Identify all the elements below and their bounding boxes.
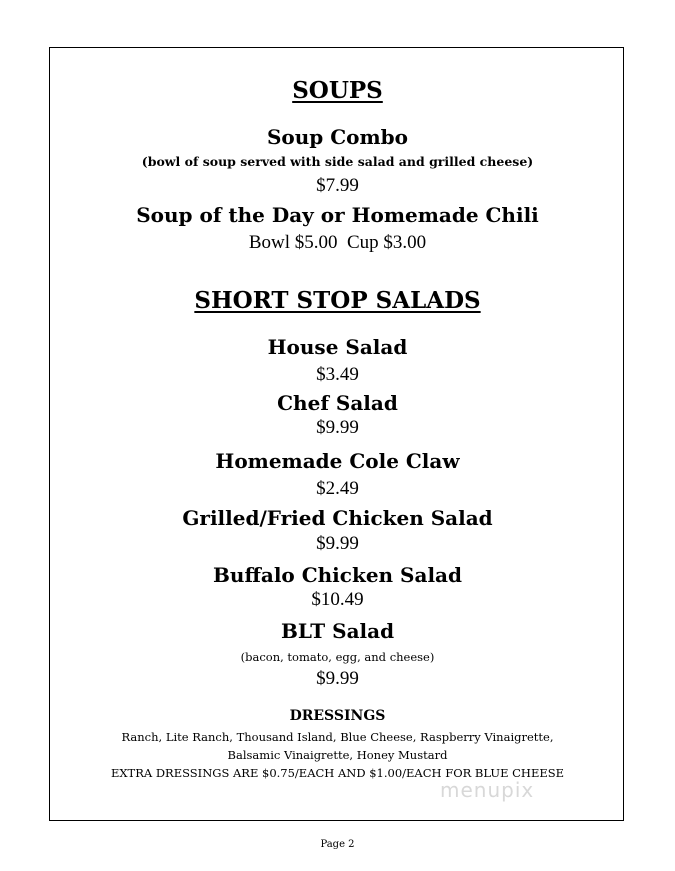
chef-salad-name: Chef Salad [277, 391, 398, 415]
buffalo-salad-name: Buffalo Chicken Salad [213, 563, 462, 587]
chicken-salad-price: $9.99 [316, 533, 359, 554]
blt-salad-description: (bacon, tomato, egg, and cheese) [240, 650, 435, 664]
cole-slaw-name: Homemade Cole Claw [215, 449, 460, 473]
soup-of-day-name: Soup of the Day or Homemade Chili [136, 203, 539, 227]
soup-combo-name: Soup Combo [266, 125, 408, 149]
cole-slaw-price: $2.49 [316, 478, 359, 499]
blt-salad-name: BLT Salad [280, 619, 395, 643]
salads-heading: SHORT STOP SALADS [194, 287, 481, 314]
watermark: menupix [440, 778, 535, 802]
house-salad-price: $3.49 [316, 364, 359, 385]
dressings-heading: DRESSINGS [289, 708, 386, 724]
buffalo-salad-price: $10.49 [311, 589, 364, 610]
chicken-salad-name: Grilled/Fried Chicken Salad [182, 506, 493, 530]
dressings-list-line1: Ranch, Lite Ranch, Thousand Island, Blue Cheese, Raspberry Vinaigrette, [121, 730, 554, 744]
house-salad-name: House Salad [267, 335, 408, 359]
blt-salad-price: $9.99 [316, 668, 359, 689]
soups-heading: SOUPS [292, 77, 383, 104]
extra-dressings-note: EXTRA DRESSINGS ARE $0.75/EACH AND $1.00/EACH FOR BLUE CHEESE [110, 766, 565, 780]
soup-of-day-price: Bowl $5.00 Cup $3.00 [248, 232, 427, 253]
chef-salad-price: $9.99 [316, 417, 359, 438]
soup-combo-description: (bowl of soup served with side salad and grilled cheese) [141, 154, 534, 169]
dressings-list-line2: Balsamic Vinaigrette, Honey Mustard [227, 748, 448, 762]
soup-combo-price: $7.99 [316, 175, 359, 196]
page-number: Page 2 [320, 839, 355, 850]
